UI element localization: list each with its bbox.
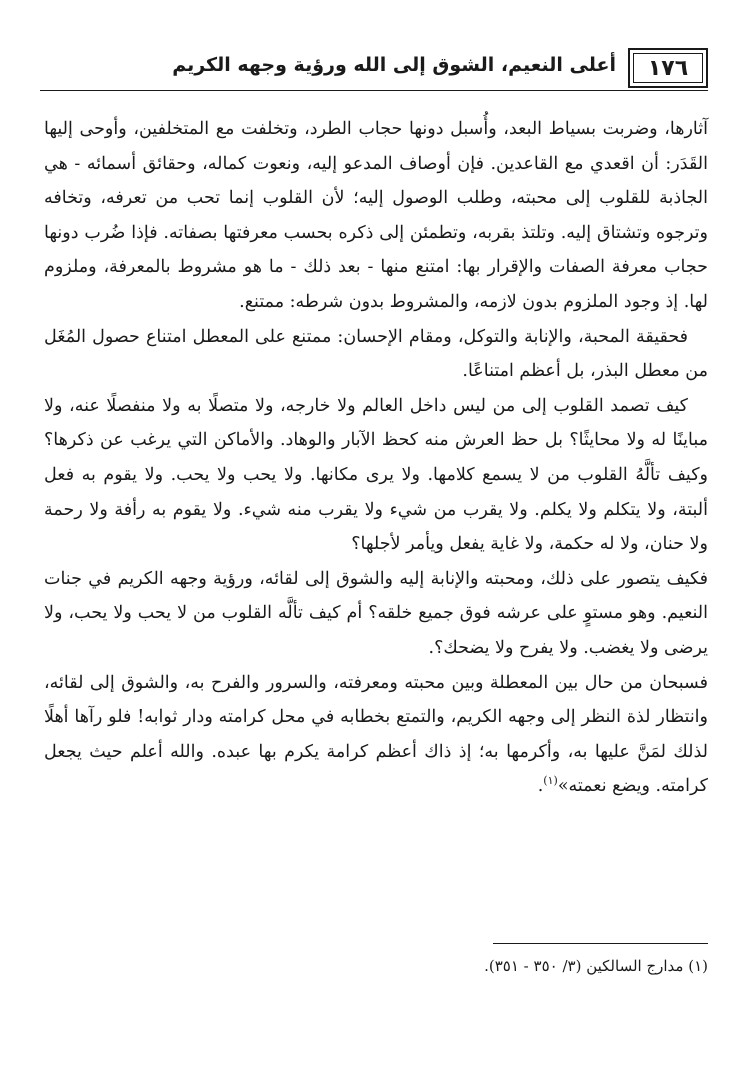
footnote: (١) مدارج السالكين (٣/ ٣٥٠ - ٣٥١). (484, 957, 708, 975)
paragraph-2: فحقيقة المحبة، والإنابة والتوكل، ومقام الإحسان: ممتنع على المعطل امتناع حصول المُغَل من معطل البذر، بل أعظم امتناعًا. (44, 326, 708, 382)
running-title: أعلى النعيم، الشوق إلى الله ورؤية وجهه الكريم (172, 54, 616, 76)
closing-mark: . (537, 776, 544, 797)
paragraph-1: آثارها، وضربت بسياط البعد، وأُسبل دونها حجاب الطرد، وتخلفت مع المتخلفين، وأوحى إليها القَدَر: أن اقعدي مع القاعدين. فإن أوصاف المدعو إليه، ونعوت كماله، وحقائق أسمائه - هي الجاذبة للقلوب إلى محبته، وطلب الوصول إليه؛ لأن القلوب إنما تحب من تعرفه، وتخافه وترجوه وتشتاق إليه. وتلتذ بقربه، وتطمئن إلى ذكره بحسب معرفتها بصفاته. فإذا ضُرب دونها حجاب معرفة الصفات والإقرار بها: امتنع منها - بعد ذلك - ما هو مشروط بالمعرفة، وملزوم لها. إذ وجود الملزوم بدون لازمه، والمشروط بدون شرطه: ممتنع. (44, 119, 708, 312)
page-number: ١٧٦ (628, 48, 708, 88)
running-header (40, 46, 708, 92)
paragraph-5-wrap (44, 666, 708, 804)
paragraph-5: فسبحان من حال بين المعطلة وبين محبته ومعرفته، والسرور والفرح به، والشوق إلى لقائه، وانتظار لذة النظر إلى وجهه الكريم، والتمتع بخطابه في محل كرامته ودار ثوابه! فلو رآها أهلًا لذلك لمَنَّ عليها به، وأكرمها به؛ إذ ذاك أعظم كرامة يكرم بها عبده. والله أعلم حيث يجعل كرامته. ويضع نعمته» (44, 672, 708, 797)
footnote-rule (493, 943, 708, 944)
paragraph-3: كيف تصمد القلوب إلى من ليس داخل العالم ولا خارجه، ولا متصلًا به ولا منفصلًا عنه، ولا مباينًا له ولا محايثًا؟ بل حظ العرش منه كحظ الآبار والوهاد. والأماكن التي يرغب عن ذكرها؟ وكيف تألَّهُ القلوب من لا يسمع كلامها. ولا يرى مكانها. ولا يحب ولا يحب. ولا يقوم به فعل ألبتة، ولا يتكلم ولا يكلم. ولا يقرب من شيء ولا يقرب منه شيء. ولا يقوم به رأفة ولا رحمة ولا حنان، ولا له حكمة، ولا غاية يفعل ويأمر لأجلها؟ (44, 395, 708, 555)
header-rule (40, 90, 708, 91)
body-text (44, 112, 708, 804)
paragraph-4: فكيف يتصور على ذلك، ومحبته والإنابة إليه والشوق إلى لقائه، ورؤية وجهه الكريم في جنات النعيم. وهو مستوٍ على عرشه فوق جميع خلقه؟ أم كيف تألَّه القلوب من لا يحب ولا يحب، ولا يرضى ولا يغضب. ولا يفرح ولا يضحك؟. (44, 568, 708, 658)
footnote-ref-mark[interactable]: (١) (543, 774, 558, 788)
